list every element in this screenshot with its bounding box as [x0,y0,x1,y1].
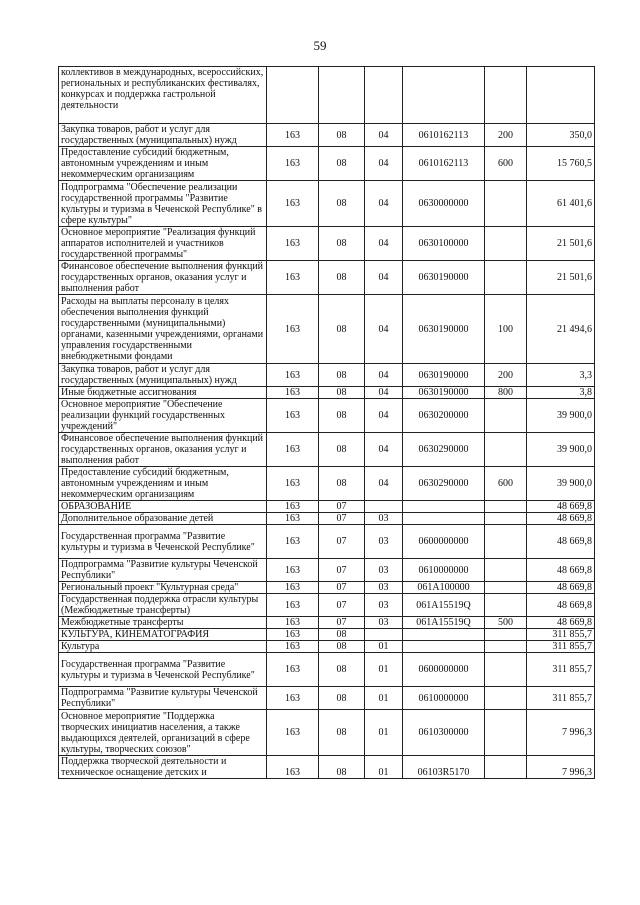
row-amount: 48 669,8 [527,582,595,594]
row-target-code: 061A15519Q [403,594,485,617]
row-expense-type [485,629,527,641]
row-subsection-code: 01 [365,756,403,779]
row-ministry-code: 163 [267,559,319,582]
table-row [59,629,595,641]
row-name: КУЛЬТУРА, КИНЕМАТОГРАФИЯ [59,629,267,641]
row-section-code: 08 [319,653,365,687]
row-subsection-code: 03 [365,525,403,559]
table-body [59,67,595,779]
table-row [59,525,595,559]
row-target-code [403,629,485,641]
row-subsection-code: 01 [365,641,403,653]
row-section-code: 08 [319,399,365,433]
row-target-code: 0630290000 [403,433,485,467]
row-expense-type [485,513,527,525]
row-expense-type: 200 [485,124,527,147]
row-section-code: 08 [319,756,365,779]
row-target-code: 0610000000 [403,687,485,710]
row-ministry-code: 163 [267,295,319,364]
row-target-code [403,513,485,525]
table-row [59,501,595,513]
row-amount: 39 900,0 [527,399,595,433]
row-expense-type [485,653,527,687]
row-expense-type [485,67,527,124]
row-ministry-code: 163 [267,124,319,147]
row-name: Государственная поддержка отрасли культуры (Межбюджетные трансферты) [59,594,267,617]
row-amount: 21 501,6 [527,227,595,261]
row-expense-type [485,399,527,433]
row-amount: 48 669,8 [527,501,595,513]
page-number: 59 [313,38,327,53]
row-ministry-code: 163 [267,710,319,756]
row-subsection-code [365,67,403,124]
table-row [59,181,595,227]
row-ministry-code: 163 [267,261,319,295]
row-amount: 39 900,0 [527,433,595,467]
row-target-code: 0600000000 [403,525,485,559]
row-target-code: 0610162113 [403,147,485,181]
row-target-code: 0630190000 [403,261,485,295]
row-target-code: 0610000000 [403,559,485,582]
row-section-code: 08 [319,261,365,295]
row-section-code: 08 [319,295,365,364]
table-row [59,559,595,582]
row-amount: 48 669,8 [527,617,595,629]
row-subsection-code: 04 [365,181,403,227]
row-ministry-code: 163 [267,387,319,399]
row-subsection-code: 04 [365,227,403,261]
row-target-code [403,67,485,124]
row-amount: 48 669,8 [527,559,595,582]
row-subsection-code: 03 [365,594,403,617]
row-amount: 48 669,8 [527,525,595,559]
row-name: Подпрограмма "Обеспечение реализации государственной программы "Развитие культуры и туризма в Чеченской Республике" в сфере культуры" [59,181,267,227]
row-subsection-code: 04 [365,387,403,399]
row-name: ОБРАЗОВАНИЕ [59,501,267,513]
row-name: Основное мероприятие "Поддержка творческих инициатив населения, а также выдающихся деятелей, организаций в сфере культуры, творческих союзов" [59,710,267,756]
row-target-code: 0610162113 [403,124,485,147]
row-subsection-code: 04 [365,364,403,387]
row-section-code: 08 [319,181,365,227]
row-subsection-code: 03 [365,513,403,525]
row-name: Закупка товаров, работ и услуг для государственных (муниципальных) нужд [59,124,267,147]
row-ministry-code: 163 [267,181,319,227]
row-expense-type [485,261,527,295]
row-ministry-code [267,67,319,124]
row-target-code: 0610300000 [403,710,485,756]
row-target-code: 0630000000 [403,181,485,227]
table-row [59,594,595,617]
row-expense-type [485,227,527,261]
row-name: Финансовое обеспечение выполнения функций государственных органов, оказания услуг и выполнения работ [59,261,267,295]
row-expense-type [485,501,527,513]
row-target-code: 0630100000 [403,227,485,261]
table-row [59,756,595,779]
row-expense-type [485,641,527,653]
row-section-code: 07 [319,617,365,629]
row-name: Межбюджетные трансферты [59,617,267,629]
row-subsection-code: 04 [365,399,403,433]
budget-table [58,66,595,779]
row-subsection-code: 04 [365,124,403,147]
row-expense-type: 200 [485,364,527,387]
table-row [59,295,595,364]
table-row [59,467,595,501]
row-section-code: 08 [319,364,365,387]
row-expense-type [485,559,527,582]
row-section-code: 07 [319,501,365,513]
row-target-code: 061A100000 [403,582,485,594]
row-section-code: 08 [319,124,365,147]
row-section-code: 08 [319,687,365,710]
row-name: Предоставление субсидий бюджетным, автономным учреждениям и иным некоммерческим организациям [59,147,267,181]
row-amount [527,67,595,124]
row-subsection-code: 03 [365,559,403,582]
row-subsection-code: 04 [365,147,403,181]
table-row [59,687,595,710]
row-ministry-code: 163 [267,147,319,181]
row-expense-type: 600 [485,147,527,181]
table-row [59,653,595,687]
table-row [59,124,595,147]
table-row [59,67,595,124]
row-section-code: 08 [319,467,365,501]
row-name: Расходы на выплаты персоналу в целях обеспечения выполнения функций государственными (муниципальными) органами, казенными учреждениями, органами управления государственными внебюджетными фондами [59,295,267,364]
row-ministry-code: 163 [267,653,319,687]
row-ministry-code: 163 [267,756,319,779]
row-expense-type: 100 [485,295,527,364]
row-expense-type [485,710,527,756]
table-row [59,399,595,433]
row-subsection-code: 03 [365,617,403,629]
row-amount: 39 900,0 [527,467,595,501]
row-target-code: 06103R5170 [403,756,485,779]
row-subsection-code: 04 [365,261,403,295]
row-ministry-code: 163 [267,364,319,387]
row-amount: 7 996,3 [527,756,595,779]
table-row [59,641,595,653]
row-amount: 311 855,7 [527,641,595,653]
row-section-code: 07 [319,525,365,559]
row-name: Предоставление субсидий бюджетным, автономным учреждениям и иным некоммерческим организациям [59,467,267,501]
row-name: Закупка товаров, работ и услуг для государственных (муниципальных) нужд [59,364,267,387]
row-name: Поддержка творческой деятельности и техническое оснащение детских и [59,756,267,779]
row-ministry-code: 163 [267,617,319,629]
row-expense-type [485,756,527,779]
row-name: Основное мероприятие "Реализация функций аппаратов исполнителей и участников государственной программы" [59,227,267,261]
row-ministry-code: 163 [267,513,319,525]
row-amount: 21 501,6 [527,261,595,295]
row-ministry-code: 163 [267,501,319,513]
row-subsection-code: 01 [365,710,403,756]
row-subsection-code: 01 [365,687,403,710]
row-target-code: 061A15519Q [403,617,485,629]
table-row [59,513,595,525]
table-row [59,261,595,295]
row-amount: 7 996,3 [527,710,595,756]
row-target-code: 0630290000 [403,467,485,501]
row-name: Региональный проект "Культурная среда" [59,582,267,594]
table-row [59,227,595,261]
table-row [59,364,595,387]
row-amount: 61 401,6 [527,181,595,227]
row-amount: 21 494,6 [527,295,595,364]
row-target-code: 0630200000 [403,399,485,433]
row-subsection-code: 04 [365,467,403,501]
row-ministry-code: 163 [267,687,319,710]
row-name: Культура [59,641,267,653]
row-name: Государственная программа "Развитие культуры и туризма в Чеченской Республике" [59,653,267,687]
row-subsection-code: 01 [365,653,403,687]
row-name: Финансовое обеспечение выполнения функций государственных органов, оказания услуг и выполнения работ [59,433,267,467]
row-subsection-code [365,501,403,513]
row-name: Иные бюджетные ассигнования [59,387,267,399]
row-amount: 3,8 [527,387,595,399]
row-ministry-code: 163 [267,629,319,641]
row-section-code: 08 [319,629,365,641]
row-section-code: 08 [319,710,365,756]
row-subsection-code: 03 [365,582,403,594]
row-amount: 311 855,7 [527,653,595,687]
row-amount: 48 669,8 [527,594,595,617]
row-ministry-code: 163 [267,525,319,559]
row-section-code: 08 [319,641,365,653]
row-amount: 3,3 [527,364,595,387]
row-target-code [403,501,485,513]
row-ministry-code: 163 [267,641,319,653]
row-amount: 15 760,5 [527,147,595,181]
table-row [59,617,595,629]
table-row [59,147,595,181]
row-ministry-code: 163 [267,433,319,467]
row-target-code [403,641,485,653]
row-name: коллективов в международных, всероссийских, региональных и республиканских фестивалях, конкурсах и поддержка гастрольной деятельности [59,67,267,124]
row-expense-type [485,687,527,710]
row-section-code: 07 [319,513,365,525]
row-target-code: 0600000000 [403,653,485,687]
row-ministry-code: 163 [267,582,319,594]
table-row [59,582,595,594]
row-ministry-code: 163 [267,399,319,433]
row-section-code: 08 [319,227,365,261]
row-name: Основное мероприятие "Обеспечение реализации функций государственных учреждений" [59,399,267,433]
row-expense-type: 600 [485,467,527,501]
row-target-code: 0630190000 [403,295,485,364]
table-row [59,710,595,756]
row-name: Подпрограмма "Развитие культуры Чеченской Республики" [59,559,267,582]
row-section-code: 08 [319,387,365,399]
row-ministry-code: 163 [267,227,319,261]
row-section-code: 08 [319,147,365,181]
row-expense-type [485,525,527,559]
row-section-code: 08 [319,433,365,467]
row-name: Подпрограмма "Развитие культуры Чеченской Республики" [59,687,267,710]
row-subsection-code: 04 [365,295,403,364]
row-ministry-code: 163 [267,467,319,501]
row-ministry-code: 163 [267,594,319,617]
row-expense-type [485,181,527,227]
row-section-code: 07 [319,582,365,594]
row-subsection-code: 04 [365,433,403,467]
row-expense-type: 800 [485,387,527,399]
row-name: Дополнительное образование детей [59,513,267,525]
row-target-code: 0630190000 [403,387,485,399]
row-subsection-code [365,629,403,641]
row-expense-type [485,582,527,594]
row-expense-type [485,594,527,617]
row-expense-type: 500 [485,617,527,629]
row-target-code: 0630190000 [403,364,485,387]
table-row [59,433,595,467]
row-expense-type [485,433,527,467]
row-section-code: 07 [319,559,365,582]
row-section-code: 07 [319,594,365,617]
row-amount: 311 855,7 [527,629,595,641]
row-section-code [319,67,365,124]
row-amount: 350,0 [527,124,595,147]
table-row [59,387,595,399]
row-amount: 48 669,8 [527,513,595,525]
row-amount: 311 855,7 [527,687,595,710]
row-name: Государственная программа "Развитие культуры и туризма в Чеченской Республике" [59,525,267,559]
